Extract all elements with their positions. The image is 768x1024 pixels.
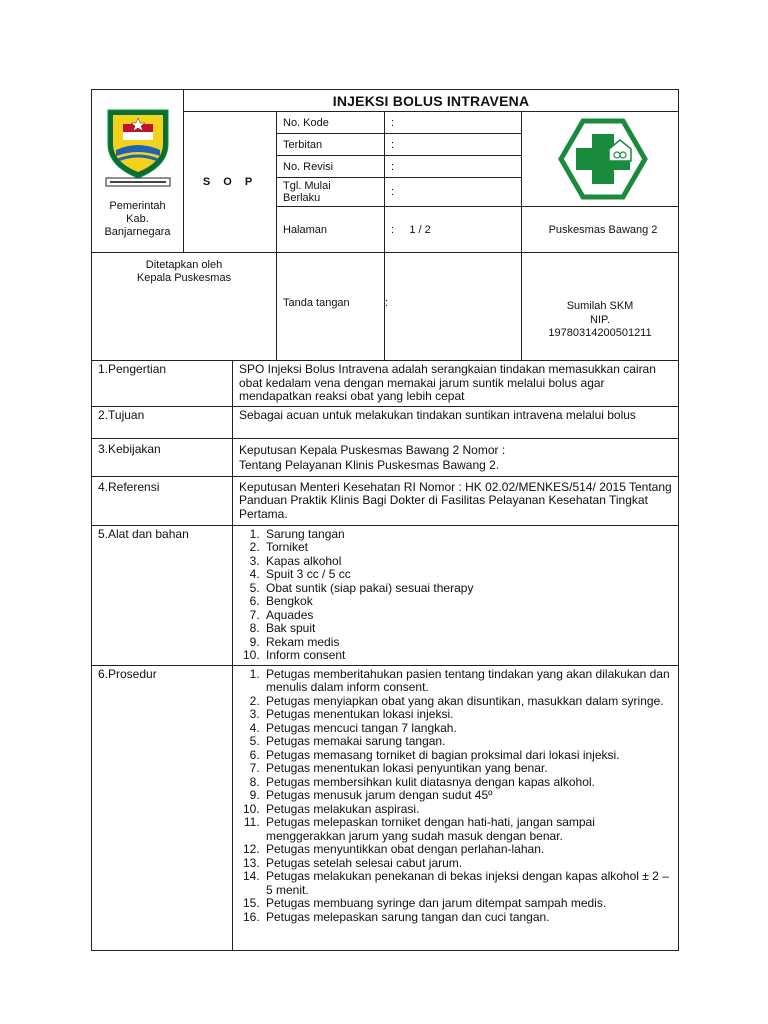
section-text: Keputusan Kepala Puskesmas Bawang 2 Nomor : [239, 442, 506, 457]
section-text: Sebagai acuan untuk melakukan tindakan suntikan intravena melalui bolus [233, 406, 679, 438]
list-item: 4. Spuit 3 cc / 5 cc [263, 568, 672, 582]
section-row [92, 438, 679, 476]
meta-value: : [385, 112, 522, 134]
sop-label: S O P [184, 112, 277, 253]
meta-value: : [385, 178, 522, 207]
list-item: 2. Petugas menyiapkan obat yang akan disuntikan, masukkan dalam syringe. [263, 695, 672, 709]
signature-label: Tanda tangan [277, 253, 385, 361]
established-by [92, 253, 277, 361]
regency-line: Pemerintah [109, 200, 166, 212]
list-item: 9. Rekam medis [263, 636, 672, 650]
sop-header-table [91, 89, 679, 361]
list-item: 7. Aquades [263, 609, 672, 623]
list-item: 2. Torniket [263, 541, 672, 555]
list-item: 1. Sarung tangan [263, 528, 672, 542]
list-item: 5. Obat suntik (siap pakai) sesuai therapy [263, 582, 672, 596]
tools-list [239, 528, 672, 663]
tools-cell [233, 525, 679, 665]
section-key: 2.Tujuan [92, 406, 233, 438]
section-text: Keputusan Menteri Kesehatan RI Nomor : HK 02.02/MENKES/514/ 2015 Tentang Panduan Praktik Klinis Bagi Dokter di Fasilitas Pelayanan Kesehatan Tingkat Pertama. [233, 476, 679, 525]
section-text: SPO Injeksi Bolus Intravena adalah serangkaian tindakan memasukkan cairan obat kedalam vena dengan memakai jarum suntik melalui bolus agar mendapatkan reaksi obat yang lebih cepat [233, 361, 679, 407]
list-item: 13. Petugas setelah selesai cabut jarum. [263, 857, 672, 871]
list-item: 16. Petugas melepaskan sarung tangan dan cuci tangan. [263, 911, 672, 925]
meta-value: : 1 / 2 [385, 207, 522, 253]
list-item: 3. Kapas alkohol [263, 555, 672, 569]
regency-cell [92, 90, 184, 253]
list-item: 8. Bak spuit [263, 622, 672, 636]
section-key: 5.Alat dan bahan [92, 525, 233, 665]
list-item: 10. Inform consent [263, 649, 672, 663]
meta-label: Terbitan [277, 134, 385, 156]
meta-label: Tgl. Mulai Berlaku [277, 178, 385, 207]
section-key: 4.Referensi [92, 476, 233, 525]
signer-name: Sumilah SKM [566, 300, 634, 312]
list-item: 6. Bengkok [263, 595, 672, 609]
list-item: 8. Petugas membersihkan kulit diatasnya dengan kapas alkohol. [263, 776, 672, 790]
regency-line: Banjarnegara [104, 226, 171, 238]
puskesmas-cross-icon [555, 116, 651, 202]
meta-value: : [385, 156, 522, 178]
section-key: 6.Prosedur [92, 665, 233, 950]
meta-value: : [385, 134, 522, 156]
signer-nip-label: NIP. [590, 313, 611, 326]
list-item: 9. Petugas menusuk jarum dengan sudut 45º [263, 789, 672, 803]
section-row [92, 476, 679, 525]
list-item: 1. Petugas memberitahukan pasien tentang tindakan yang akan dilakukan dan menulis dalam inform consent. [263, 668, 672, 695]
list-item: 10. Petugas melakukan aspirasi. [263, 803, 672, 817]
list-item: 4. Petugas mencuci tangan 7 langkah. [263, 722, 672, 736]
signature-colon: : [385, 253, 522, 361]
list-item: 3. Petugas menentukan lokasi injeksi. [263, 708, 672, 722]
list-item: 14. Petugas melakukan penekanan di bekas injeksi dengan kapas alkohol ± 2 – 5 menit. [263, 870, 672, 897]
section-row [92, 361, 679, 407]
list-item: 7. Petugas menentukan lokasi penyuntikan yang benar. [263, 762, 672, 776]
regency-line: Kab. [126, 213, 149, 225]
established-line: Ditetapkan oleh [145, 259, 223, 271]
meta-label: No. Revisi [277, 156, 385, 178]
list-item: 12. Petugas menyuntikkan obat dengan perlahan-lahan. [263, 843, 672, 857]
signer-nip: 19780314200501211 [548, 327, 652, 339]
document-title: INJEKSI BOLUS INTRAVENA [184, 90, 679, 112]
section-row [92, 525, 679, 665]
list-item: 6. Petugas memasang torniket di bagian proksimal dari lokasi injeksi. [263, 749, 672, 763]
puskesmas-name: Puskesmas Bawang 2 [522, 207, 679, 253]
procedure-list [239, 668, 672, 925]
section-key: 1.Pengertian [92, 361, 233, 407]
puskesmas-logo-cell [522, 112, 679, 207]
section-text-block [233, 438, 679, 476]
meta-label: Halaman [277, 207, 385, 253]
list-item: 15. Petugas membuang syringe dan jarum ditempat sampah medis. [263, 897, 672, 911]
section-text: Tentang Pelayanan Klinis Puskesmas Bawang 2. [239, 457, 500, 472]
established-line: Kepala Puskesmas [136, 272, 232, 284]
meta-label: No. Kode [277, 112, 385, 134]
procedure-cell [233, 665, 679, 950]
list-item: 5. Petugas memakai sarung tangan. [263, 735, 672, 749]
sop-body-table [91, 360, 679, 951]
signer-block [522, 253, 679, 361]
list-item: 11. Petugas melepaskan torniket dengan hati-hati, jangan sampai menggerakkan jarum yang sudah masuk dengan benar. [263, 816, 672, 843]
section-row [92, 406, 679, 438]
section-row [92, 665, 679, 950]
sop-document [91, 89, 678, 951]
regency-emblem-icon [98, 104, 178, 190]
section-key: 3.Kebijakan [92, 438, 233, 476]
